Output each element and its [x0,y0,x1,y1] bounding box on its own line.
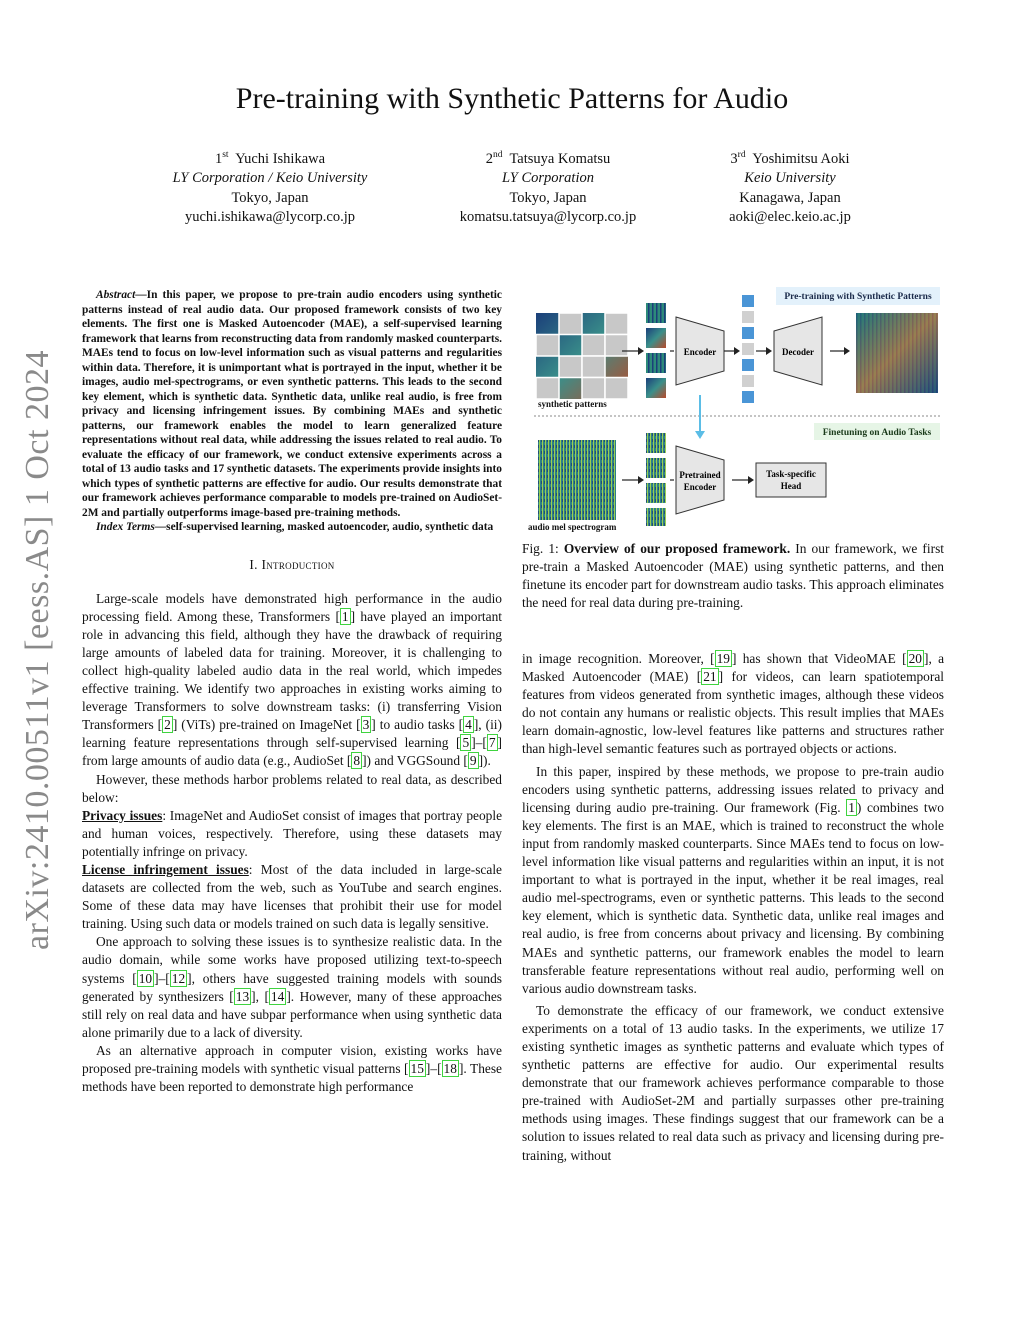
author-location: Tokyo, Japan [509,189,587,206]
author-block-1 [170,146,370,228]
citation-link[interactable]: 7 [488,735,496,751]
section-heading-introduction: I. Introduction [249,556,335,572]
abstract: Abstract—In this paper, we propose to pre-train audio encoders using synthetic patterns instead of real audio data. Our proposed framework consists of two key elements. The first one is Masked Autoencoder (MAE), a self-supervised learning framework that learns from reconstructing data from randomly masked counterparts. MAEs tend to focus on low-level information such as visual patterns and regularities within data. Therefore, it is unimportant what is portrayed in the input, whether it be images, audio mel-spectrograms, or even synthetic patterns. This leads to the second key element, which is synthetic data. Synthetic data, unlike real audio, is free from privacy and licensing infringement issues. By combining MAEs and synthetic patterns, our framework enables the model to learn generalized feature representations without real data, while addressing the issues related to real audio. To evaluate the efficacy of our framework, we conduct extensive experiments across a total of 13 audio tasks and 17 synthetic datasets. The experiments provide insights into which types of synthetic patterns are effective for audio. Our results demonstrate that our framework achieves performance comparable to models pre-trained on AudioSet-2M and partially outperforms image-based pre-training methods. [82,289,502,519]
author-affiliation: Keio University [744,170,836,187]
mel-spectrogram-label: audio mel spectrogram [528,522,617,532]
decoder-label: Decoder [782,347,814,357]
author-name: 3rd Yoshimitsu Aoki [730,150,850,167]
paper-title: Pre-training with Synthetic Patterns for Audio [235,82,789,115]
arxiv-identifier-text: arXiv:2410.00511v1 [eess.AS] 1 Oct 2024 [19,350,56,950]
synthetic-patterns-label: synthetic patterns [538,399,607,409]
pretrain-label: Pre-training with Synthetic Patterns [784,292,932,302]
author-name: 2nd Tatsuya Komatsu [485,150,611,167]
citation-link[interactable]: 20 [908,651,922,666]
right-paragraph-3: To demonstrate the efficacy of our framework, we conduct extensive experiments on a total of 13 audio tasks. In the experiments, we utilize 17 existing synthetic images as synthetic patterns and evaluate which types of synthetic patterns are effective for audio. Our experimental results demonstrate that our framework achieves performance comparable to those pre-trained with AudioSet-2M and partially surpasses other pre-training methods using images. These findings suggest that our framework can be a solution to issues related to real data such as privacy and licensing during pre-training, without [522,1002,944,1163]
citation-link[interactable]: 3 [362,717,370,733]
pretrained-encoder-label-2: Encoder [683,482,717,492]
intro-paragraph-1: Large-scale models have demonstrated high performance in the audio processing field. Among these, Transformers [ 1 ] have played an important role in advancing this field, although they have the drawback of requiring large amounts of labeled data for training. Moreover, it is challenging to collect high-quality labeled audio data in the real world, which impedes effective training. We identify two approaches in existing works aiming to leverage Transformers to solve downstream tasks: (i) transferring Vision Transformers [ 2 ] (ViTs) pre-trained on ImageNet [ 3 ] to audio tasks [ 4 ], (ii) learning feature representations through self-supervised learning [ 5 ]–[ 7 ] from large amounts of audio data (e.g., AudioSet [ 8 ]) and VGGSound [ 9 ]). [82,590,502,769]
visible-patches [646,303,666,398]
citation-link[interactable]: 1 [341,608,349,624]
author-block-2 [438,146,658,228]
license-issues-paragraph: License infringement issues: Most of the data included in large-scale datasets are collected from the web, such as YouTube and search engines. Some of these data may have licenses that prohibit their use for model training. Using such data or models trained on such data is legally sensitive. [82,862,502,932]
citation-link[interactable]: 18 [443,1061,457,1077]
pretrained-encoder-block [676,446,724,514]
pretrained-encoder-label-1: Pretrained [679,470,721,480]
figure-link[interactable]: 1 [848,799,855,815]
arxiv-identifier [18,350,58,950]
citation-link[interactable]: 5 [462,735,470,751]
right-column [522,650,944,1165]
citation-link[interactable]: 19 [716,651,730,666]
author-email: yuchi.ishikawa@lycorp.co.jp [185,209,355,226]
privacy-issues-paragraph: Privacy issues: ImageNet and AudioSet consist of images that portray people and human voices, respectively. Therefore, using these datasets may potentially infringe on privacy. [82,807,503,859]
figure-1-caption: Fig. 1: Overview of our proposed framework. In our framework, we first pre-train a Masked Autoencoder (MAE) using synthetic patterns, and then finetune its encoder part for downstream audio tasks. This approach eliminates the need for real data during pre-training. [522,541,944,611]
mel-patches [646,433,666,526]
finetune-label: Finetuning on Audio Tasks [822,428,932,438]
intro-paragraph-5: One approach to solving these issues is to synthesize realistic data. In the audio domain, while some works have proposed utilizing text-to-speech systems [ 10 ]–[ 12 ], others have suggested training models with sounds generated by synthesizers [ 13 ], [ 14 ]. However, many of these approaches still rely on real data and have subpar performance when using synthetic data alone primarily due to a lack of diversity. [82,934,502,1040]
citation-link[interactable]: 13 [235,988,250,1004]
intro-paragraph-6: As an alternative approach in computer vision, existing works have proposed pre-training models with synthetic visual patterns [ 15 ]–[ 18 ]. These methods have been reported to demonstrate high performance [82,1042,502,1095]
task-head-label-2: Head [780,481,802,491]
synthetic-pattern-grid [536,313,628,399]
right-paragraph-1: in image recognition. Moreover, [ 19 ] has shown that VideoMAE [ 20 ], a Masked Autoencoder (MAE) [ 21 ] for videos, can learn spatiotemporal features from videos generated from synthetic images, although these videos do not contain any humans or realistic objects. This result implies that MAEs learn domain-agnostic, low-level features like patterns and structures rather than high-level semantic features such as portrayed objects or actions. [522,651,945,757]
citation-link[interactable]: 9 [469,753,477,769]
author-name: 1st Yuchi Ishikawa [214,150,326,167]
index-terms: Index Terms—self-supervised learning, masked autoencoder, audio, synthetic data [96,521,494,533]
author-location: Kanagawa, Japan [739,189,841,206]
citation-link[interactable]: 8 [353,753,361,769]
citation-link[interactable]: 12 [171,970,186,986]
mel-spectrogram-image [538,440,616,520]
citation-link[interactable]: 10 [138,970,153,986]
citation-link[interactable]: 21 [703,669,717,685]
task-head-label-1: Task-specific [766,469,816,479]
author-location: Tokyo, Japan [231,189,309,206]
citation-link[interactable]: 15 [410,1061,424,1077]
author-affiliation: LY Corporation [502,170,594,187]
author-email: aoki@elec.keio.ac.jp [729,209,851,226]
citation-link[interactable]: 14 [270,988,285,1004]
citation-link[interactable]: 2 [164,717,171,733]
intro-paragraph-2: However, these methods harbor problems related to real data, as described below: [82,771,502,805]
citation-link[interactable]: 4 [465,717,472,733]
author-block-3 [712,146,868,228]
left-column [82,288,502,1096]
figure-1 [524,283,944,533]
author-affiliation: LY Corporation / Keio University [172,170,368,187]
right-paragraph-2: In this paper, inspired by these methods, we propose to pre-train audio encoders using synthetic patterns, addressing issues related to privacy and licensing during audio pre-training. Our framework (Fig. 1 ) combines two key elements. The first is an MAE, which is trained to reconstruct the whole input from randomly masked counterparts. Since MAEs tend to focus on low-level information like visual patterns and regularities within an input, it is not important to what is portrayed in the input, whether it be real images, real audio mel-spectrograms, even or synthetic patterns. This leads to the second key element, which is synthetic data. Synthetic data, unlike real images and real audio, is free from concerns about privacy and licensing. By combining MAEs and synthetic patterns, our framework enables the model to learn transferable feature representations without real audio, performing well on various audio downstream tasks. [522,763,944,996]
encoder-label: Encoder [683,347,717,357]
author-email: komatsu.tatsuya@lycorp.co.jp [459,209,637,226]
token-column [742,295,754,403]
